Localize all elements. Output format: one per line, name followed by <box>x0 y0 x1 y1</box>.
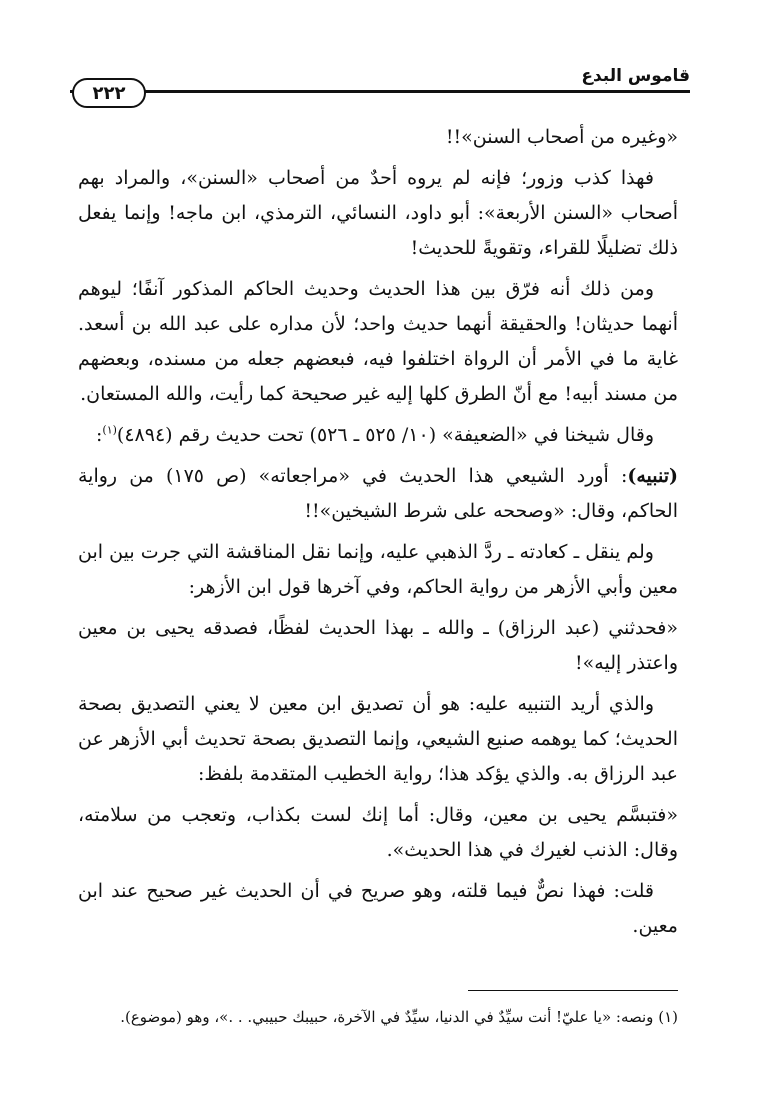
running-header <box>70 58 690 108</box>
header-rule <box>70 90 690 93</box>
footnote-separator <box>468 990 678 991</box>
paragraph-tail: : <box>96 424 103 446</box>
paragraph-2 <box>78 161 678 266</box>
main-text <box>78 120 678 950</box>
page-number: ٢٢٢ <box>72 78 146 108</box>
paragraph-text: فهذا كذب وزور؛ فإنه لم يروه أحدٌ من أصحاب «السنن»، والمراد بهم أصحاب «السنن الأربعة»: أبو داود، النسائي، الترمذي، ابن ماجه! وإنما يفعل ذلك تضليلًا للقراء، وتقويةً للحديث! <box>78 167 678 259</box>
paragraph-6 <box>78 535 678 605</box>
note-label: (تنبيه) <box>627 465 678 487</box>
running-title: قاموس البدع <box>581 66 690 86</box>
paragraph-text: ولم ينقل ـ كعادته ـ ردَّ الذهبي عليه، وإنما نقل المناقشة التي جرت بين ابن معين وأبي الأزهر من رواية الحاكم، وفي آخرها قول ابن الأزهر: <box>78 541 678 598</box>
footnote-text: ونصه: «يا عليّ! أنت سيِّدٌ في الدنيا، سيِّدٌ في الآخرة، حبيبك حبيبي. . .»، وهو (موضوع). <box>120 1008 654 1026</box>
paragraph-4 <box>78 418 678 453</box>
paragraph-text: قلت: فهذا نصٌّ فيما قلته، وهو صريح في أن الحديث غير صحيح عند ابن معين. <box>78 880 678 937</box>
paragraph-text: «فتبسَّم يحيى بن معين، وقال: أما إنك لست بكذاب، وتعجب من سلامته، وقال: الذنب لغيرك في هذا الحديث». <box>78 804 678 861</box>
paragraph-10 <box>78 874 678 944</box>
paragraph-5 <box>78 459 678 529</box>
paragraph-9 <box>78 798 678 868</box>
paragraph-text: والذي أريد التنبيه عليه: هو أن تصديق ابن معين لا يعني التصديق بصحة الحديث؛ كما يوهمه صنيع الشيعي، وإنما التصديق بصحة تحديث أبي الأزهر عن عبد الرزاق به. والذي يؤكد هذا؛ رواية الخطيب المتقدمة بلفظ: <box>78 693 678 785</box>
footnote-marker: (١) <box>658 1008 678 1026</box>
footnote-ref: (١) <box>102 423 117 437</box>
paragraph-8 <box>78 687 678 792</box>
paragraph-3 <box>78 272 678 412</box>
footnote <box>78 1004 678 1030</box>
paragraph-text: : أورد الشيعي هذا الحديث في «مراجعاته» (ص ١٧٥) من رواية الحاكم، وقال: «وصححه على شرط الشيخين»!! <box>78 465 678 522</box>
paragraph-text: «فحدثني (عبد الرزاق) ـ والله ـ بهذا الحديث لفظًا، فصدقه يحيى بن معين واعتذر إليه»! <box>78 617 678 674</box>
paragraph-1 <box>78 120 678 155</box>
paragraph-7 <box>78 611 678 681</box>
paragraph-text: ومن ذلك أنه فرّق بين هذا الحديث وحديث الحاكم المذكور آنفًا؛ ليوهم أنهما حديثان! والحقيقة أنهما حديث واحد؛ لأن مداره على عبد الله بن أسعد. غاية ما في الأمر أن الرواة اختلفوا فيه، فبعضهم جعله من مسنده، وبعضهم من مسند أبيه! مع أنّ الطرق كلها إليه غير صحيحة كما رأيت، والله المستعان. <box>78 278 678 405</box>
paragraph-text: «وغيره من أصحاب السنن»!! <box>445 126 678 148</box>
paragraph-text: وقال شيخنا في «الضعيفة» (١٠/ ٥٢٥ ـ ٥٢٦) تحت حديث رقم (٤٨٩٤) <box>116 424 654 446</box>
